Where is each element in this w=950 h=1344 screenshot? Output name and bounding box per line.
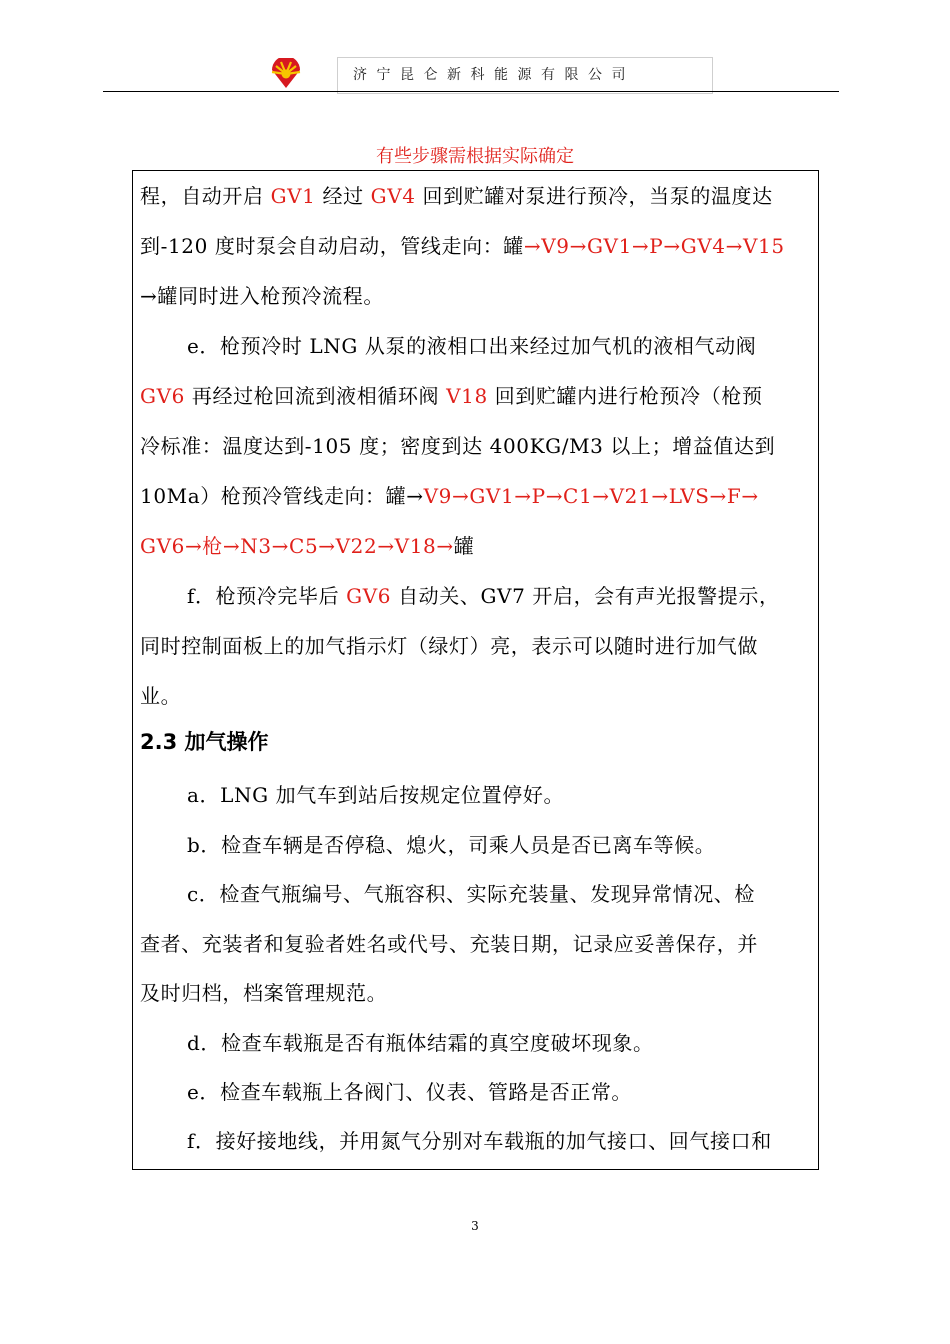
text-line <box>140 371 815 421</box>
text-segment: 10Ma）枪预冷管线走向：罐→ <box>140 484 424 508</box>
text-segment: 同时控制面板上的加气指示灯（绿灯）亮，表示可以随时进行加气做 <box>140 634 758 658</box>
section-heading: 2.3 加气操作 <box>140 730 269 754</box>
text-line <box>140 421 815 471</box>
highlight-segment: GV6→枪→N3→C5→V22→V18→ <box>140 534 454 558</box>
text-line <box>187 571 815 621</box>
company-name: 济宁昆仑新科能源有限公司 <box>337 57 713 94</box>
text-segment: c．检查气瓶编号、气瓶容积、实际充装量、发现异常情况、检 <box>187 882 756 906</box>
highlight-segment: GV1 <box>270 184 316 208</box>
text-line <box>187 869 815 919</box>
text-segment: f．接好接地线，并用氮气分别对车载瓶的加气接口、回气接口和 <box>187 1129 772 1153</box>
header-divider <box>103 91 839 92</box>
text-line <box>140 471 815 521</box>
highlight-segment: GV6 <box>140 384 185 408</box>
text-segment: 程，自动开启 <box>140 184 271 208</box>
text-segment: d．检查车载瓶是否有瓶体结霜的真空度破坏现象。 <box>187 1031 654 1055</box>
text-line <box>187 321 815 371</box>
text-segment: 业。 <box>140 684 182 708</box>
text-segment: f．枪预冷完毕后 <box>187 584 347 608</box>
text-segment: 冷标准：温度达到-105 度；密度到达 400KG/M3 以上；增益值达到 <box>140 434 776 458</box>
highlight-segment: GV4 <box>370 184 416 208</box>
text-segment: 及时归档，档案管理规范。 <box>140 981 388 1005</box>
text-segment: 罐 <box>453 534 475 558</box>
text-line <box>140 171 815 221</box>
text-line <box>187 770 815 820</box>
text-line <box>187 1067 815 1117</box>
company-logo <box>268 58 304 90</box>
text-line <box>140 919 815 969</box>
text-line <box>140 521 815 571</box>
text-segment: e．检查车载瓶上各阀门、仪表、管路是否正常。 <box>187 1080 633 1104</box>
text-line <box>140 621 815 671</box>
page-number: 3 <box>471 1219 479 1233</box>
text-segment: 再经过枪回流到液相循环阀 <box>184 384 447 408</box>
text-segment: →罐同时进入枪预冷流程。 <box>140 284 384 308</box>
text-segment: a．LNG 加气车到站后按规定位置停好。 <box>187 783 565 807</box>
text-line <box>140 968 815 1018</box>
text-segment: 到-120 度时泵会自动启动，管线走向：罐 <box>140 234 524 258</box>
highlight-segment: V9→GV1→P→C1→V21→LVS→F→ <box>423 484 759 508</box>
text-line <box>140 671 815 721</box>
highlight-segment: GV6 <box>346 584 392 608</box>
text-line <box>187 1018 815 1068</box>
highlight-segment: →V9→GV1→P→GV4→V15 <box>523 234 785 258</box>
text-segment: 回到贮罐内进行枪预冷（枪预 <box>487 384 763 408</box>
text-line <box>140 271 815 321</box>
text-segment: 经过 <box>315 184 371 208</box>
text-segment: 自动关、GV7 开启，会有声光报警提示， <box>391 584 780 608</box>
text-segment: 回到贮罐对泵进行预冷，当泵的温度达 <box>415 184 773 208</box>
revision-notice: 有些步骤需根据实际确定 <box>376 146 574 167</box>
text-line <box>140 221 815 271</box>
text-segment: b．检查车辆是否停稳、熄火，司乘人员是否已离车等候。 <box>187 833 716 857</box>
highlight-segment: V18 <box>446 384 488 408</box>
text-line <box>187 820 815 870</box>
text-segment: e．枪预冷时 LNG 从泵的液相口出来经过加气机的液相气动阀 <box>187 334 757 358</box>
text-segment: 查者、充装者和复验者姓名或代号、充装日期，记录应妥善保存，并 <box>140 932 758 956</box>
text-line <box>187 1116 815 1166</box>
